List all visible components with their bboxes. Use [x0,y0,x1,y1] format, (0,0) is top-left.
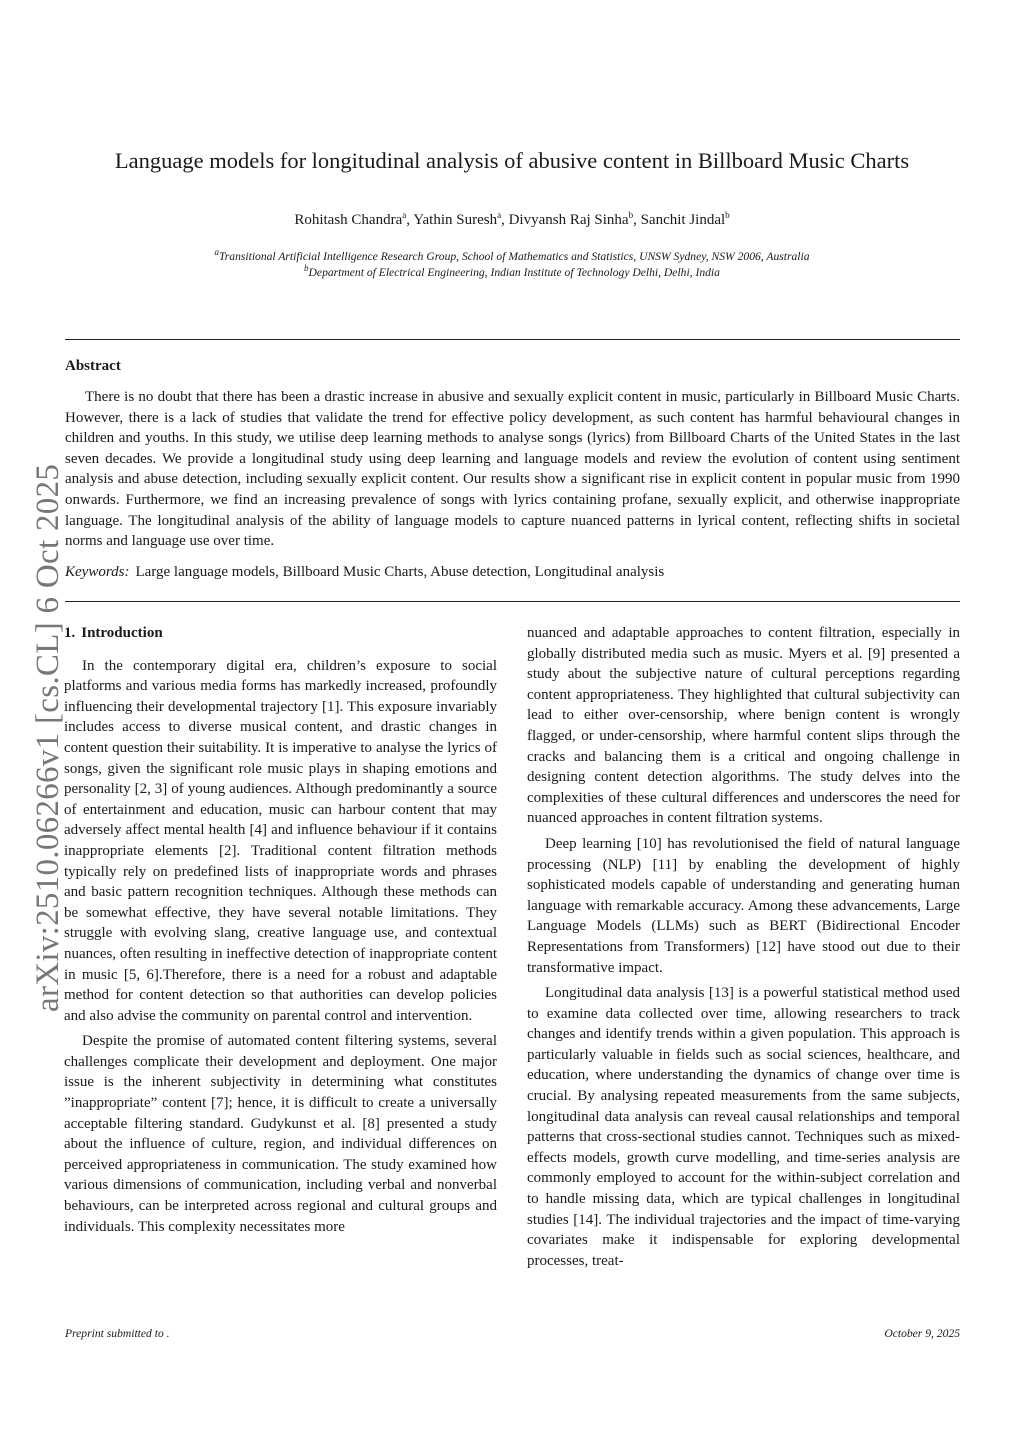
paragraph: Despite the promise of automated content filtering systems, several challenges complicate their development and deployment. One major issue is the inherent subjectivity in determining what constitutes ”inappropriate” content [7]; hence, it is difficult to create a universally acceptable filtering standard. Gudykunst et al. [8] presented a study about the influence of culture, region, and individual differences on perceived appropriateness in communication. The study examined how various dimensions of communication, including verbal and nonverbal behaviours, can be interpreted across regional and cultural groups and individuals. This complexity necessitates more [64,1033,497,1235]
paper-title: Language models for longitudinal analysis of abusive content in Billboard Music Charts [114,148,910,173]
author-list: Rohitash Chandra$^a$, Yathin Suresh$^a$, Divyansh Raj Sinha$^b$, Sanchit Jindal$^b$ [294,210,730,228]
author-affiliation-mark: b [725,210,730,220]
paragraph: nuanced and adaptable approaches to content filtration, especially in globally distributed media such as music. Myers et al. [9] presented a study about the subjective nature of cultural perceptions regarding content appropriateness. They highlighted that cultural subjectivity can lead to either over-censorship, where benign content is wrongly flagged, or under-censorship, where harmful content slips through the cracks and balancing them is a critical and ongoing challenge in designing content detection algorithms. The study delves into the complexities of these cultural differences and underscores the need for nuanced approaches in content filtration systems. [527,625,960,827]
right-column [527,623,960,1276]
section-heading [64,623,497,644]
author-name: Sanchit Jindal [640,212,726,228]
arxiv-identifier[interactable]: arXiv:2510.06266v1 [cs.CL] 6 Oct 2025 [30,463,66,1012]
author-name: Yathin Suresh [413,212,498,228]
keywords-text: Large language models, Billboard Music Charts, Abuse detection, Longitudinal analysis [135,564,665,580]
author-affiliation-mark: a [497,210,502,220]
affiliation-a [40,247,984,263]
divider-bottom [65,601,960,602]
author-name: Rohitash Chandra [294,212,403,228]
abstract-heading: Abstract [65,358,121,374]
divider-top [65,339,960,340]
keywords [65,564,960,581]
section-number: 1. [64,625,76,641]
affiliation-text: Department of Electrical Engineering, Indian Institute of Technology Delhi, Delhi, India [308,265,720,279]
affiliation-b [40,263,984,279]
section-title: Introduction [81,625,163,641]
author-name: Divyansh Raj Sinha [508,212,629,228]
left-column [64,623,497,1242]
affiliation-mark: b [304,263,309,273]
affiliation-mark: a [214,247,219,257]
author-affiliation-mark: a [402,210,407,220]
paragraph: Deep learning [10] has revolutionised the field of natural language processing (NLP) [11] by enabling the development of highly sophisticated models capable of understanding and generating human language with remarkable accuracy. Among these advancements, Large Language Models (LLMs) such as BERT (Bidirectional Encoder Representations from Transformers) [12] have stood out due to their transformative impact. [527,835,960,976]
footer-date: October 9, 2025 [884,1327,960,1340]
footer-preprint-note: Preprint submitted to . [65,1327,170,1340]
paragraph: Longitudinal data analysis [13] is a powerful statistical method used to examine data collected over time, allowing researchers to track changes and identify trends within a given population. This approach is particularly valuable in fields such as social sciences, healthcare, and education, where understanding the dynamics of change over time is crucial. By analysing repeated measurements from the same subjects, longitudinal data analysis can reveal causal relationships and temporal patterns that cross-sectional studies cannot. Techniques such as mixed-effects models, growth curve modelling, and time-series analysis are commonly employed to account for the within-subject correlation and to handle missing data, which are typical challenges in longitudinal studies [14]. The individual trajectories and the impact of time-varying covariates make it indispensable for exploring developmental processes, treat- [527,985,960,1269]
keywords-label: Keywords: [65,564,130,580]
author-affiliation-mark: b [628,210,634,220]
paragraph: In the contemporary digital era, children’s exposure to social platforms and various media forms has markedly increased, profoundly influencing their developmental trajectory [1]. This exposure invariably includes access to diverse musical content, and drastic changes in content question their suitability. It is imperative to analyse the lyrics of songs, given the significant role music plays in shaping emotions and personality [2, 3] of young audiences. Although predominantly a source of entertainment and education, music can harbour content that may adversely affect mental health [4] and influence behaviour if it contains inappropriate elements [2]. Traditional content filtration methods typically rely on predefined lists of inappropriate words and phrases and basic pattern recognition techniques. Although these methods can be somewhat effective, they have several notable limitations. They struggle with evolving slang, creative language use, and contextual nuances, often resulting in ineffective detection of inappropriate content in music [5, 6].Therefore, there is a need for a robust and adaptable method for content detection so that authorities can develop policies and also advise the community on parental control and intervention. [64,657,497,1024]
abstract-text: There is no doubt that there has been a drastic increase in abusive and sexually explicit content in music, particularly in Billboard Music Charts. However, there is a lack of studies that validate the trend for effective policy development, as such content has harmful behavioural changes in children and youths. In this study, we utilise deep learning methods to analyse songs (lyrics) from Billboard Charts of the United States in the last seven decades. We provide a longitudinal study using deep learning and language models and review the evolution of content using sentiment analysis and abuse detection, including sexually explicit content. Our results show a significant rise in explicit content in popular music from 1990 onwards. Furthermore, we find an increasing prevalence of songs with lyrics containing profane, sexually explicit, and otherwise inappropriate language. The longitudinal analysis of the ability of language models to capture nuanced patterns in lyrical content, reflecting shifts in societal norms and language use over time. [65,389,960,550]
affiliation-text: Transitional Artificial Intelligence Research Group, School of Mathematics and Statistics, UNSW Sydney, NSW 2006, Australia [218,249,810,263]
